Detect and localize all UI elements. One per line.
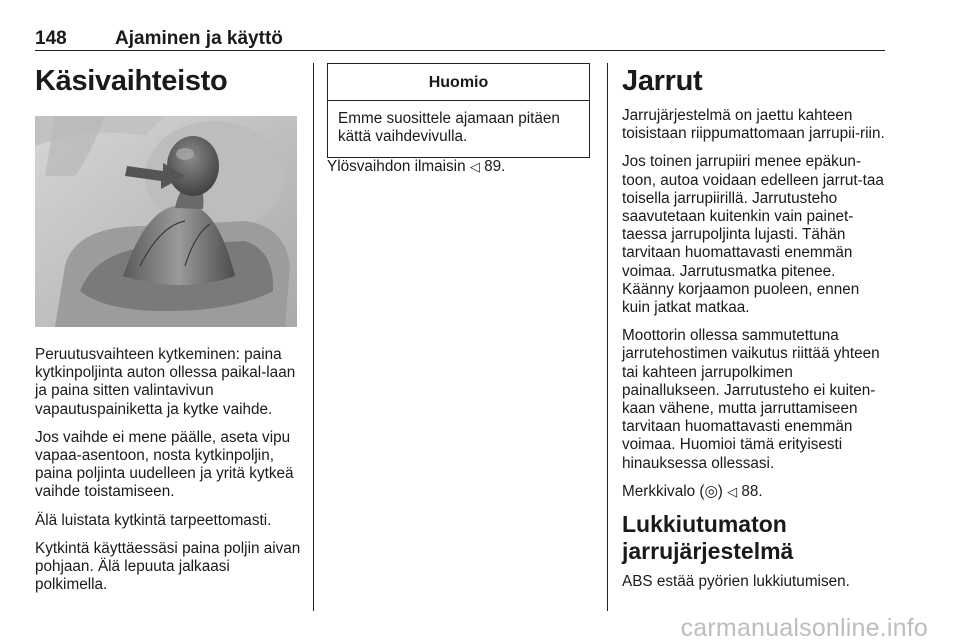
paragraph: Moottorin ollessa sammutettuna jarrutehostimen vaikutus riittää yhteen tai kahteen jarrupolkimen painallukseen. Jarrutusteho ei kuiten-kaan vähene, mutta jarruttamiseen tarvitaan huomattavasti enemmän voimaa. Huomioi tämä erityisesti hinauksessa ollessasi. [622,327,880,472]
page-ref-arrow-icon: ◁ [469,158,480,174]
paragraph: Älä luistata kytkintä tarpeettomasti. [35,511,272,529]
column-divider [607,63,608,611]
notice-box [327,63,590,158]
paragraph: Kytkintä käyttäessäsi paina poljin aivan pohjaan. Älä lepuuta jalkaasi polkimella. [35,539,301,594]
section-heading: Käsivaihteisto [35,65,228,97]
paragraph: ABS estää pyörien lukkiutumisen. [622,573,850,591]
column-divider [313,63,314,611]
running-title: Ajaminen ja käyttö [115,28,283,49]
page-ref-arrow-icon: ◁ [727,483,738,499]
reference-page: 89. [484,157,506,175]
subsection-heading [622,511,888,565]
watermark: carmanualsonline.info [680,614,928,642]
reference-page: 88. [741,482,763,500]
gear-shift-illustration [35,116,297,327]
column-manual-transmission [35,63,303,604]
page-number: 148 [35,28,67,49]
paragraph: Peruutusvaihteen kytkeminen: paina kytkinpoljinta auton ollessa paikal-laan ja paina sitten valintavivun vapautuspainiketta ja kytke vaihde. [35,346,296,418]
column-brakes [622,63,888,601]
cross-reference [327,158,592,176]
reference-text: Ylösvaihdon ilmaisin [327,157,466,175]
notice-title: Huomio [328,64,589,101]
paragraph: Jos toinen jarrupiiri menee epäkun-toon, autoa voidaan edelleen jarrut-taa toisella jarrupiirillä. Jarrutusteho saavutetaan kuitenkin vain painet-taessa jarrupoljinta lujasti. Tähän tarvitaan huomattavasti enemmän voimaa. Jarrutusmatka pitenee. Käänny korjaamon puoleen, ennen kuin jatkat matkaa. [622,153,884,317]
subheading-line: jarrujärjestelmä [622,538,794,565]
notice-body: Emme suosittele ajamaan pitäen kättä vaihdevivulla. [338,110,560,146]
reference-text: Merkkivalo [622,482,696,500]
column-note [327,63,592,186]
section-heading: Jarrut [622,65,703,97]
paragraph: Jarrujärjestelmä on jaettu kahteen toisistaan riippumattomaan jarrupii-riin. [622,107,885,143]
page-header [35,26,885,51]
brake-warning-icon: (◎) [699,482,723,500]
paragraph: Jos vaihde ei mene päälle, aseta vipu vapaa-asentoon, nosta kytkinpoljin, paina poljinta uudelleen ja yritä kytkeä vaihde toistamiseen. [35,428,294,501]
subheading-line: Lukkiutumaton [622,511,787,538]
warning-light-reference [622,483,888,501]
